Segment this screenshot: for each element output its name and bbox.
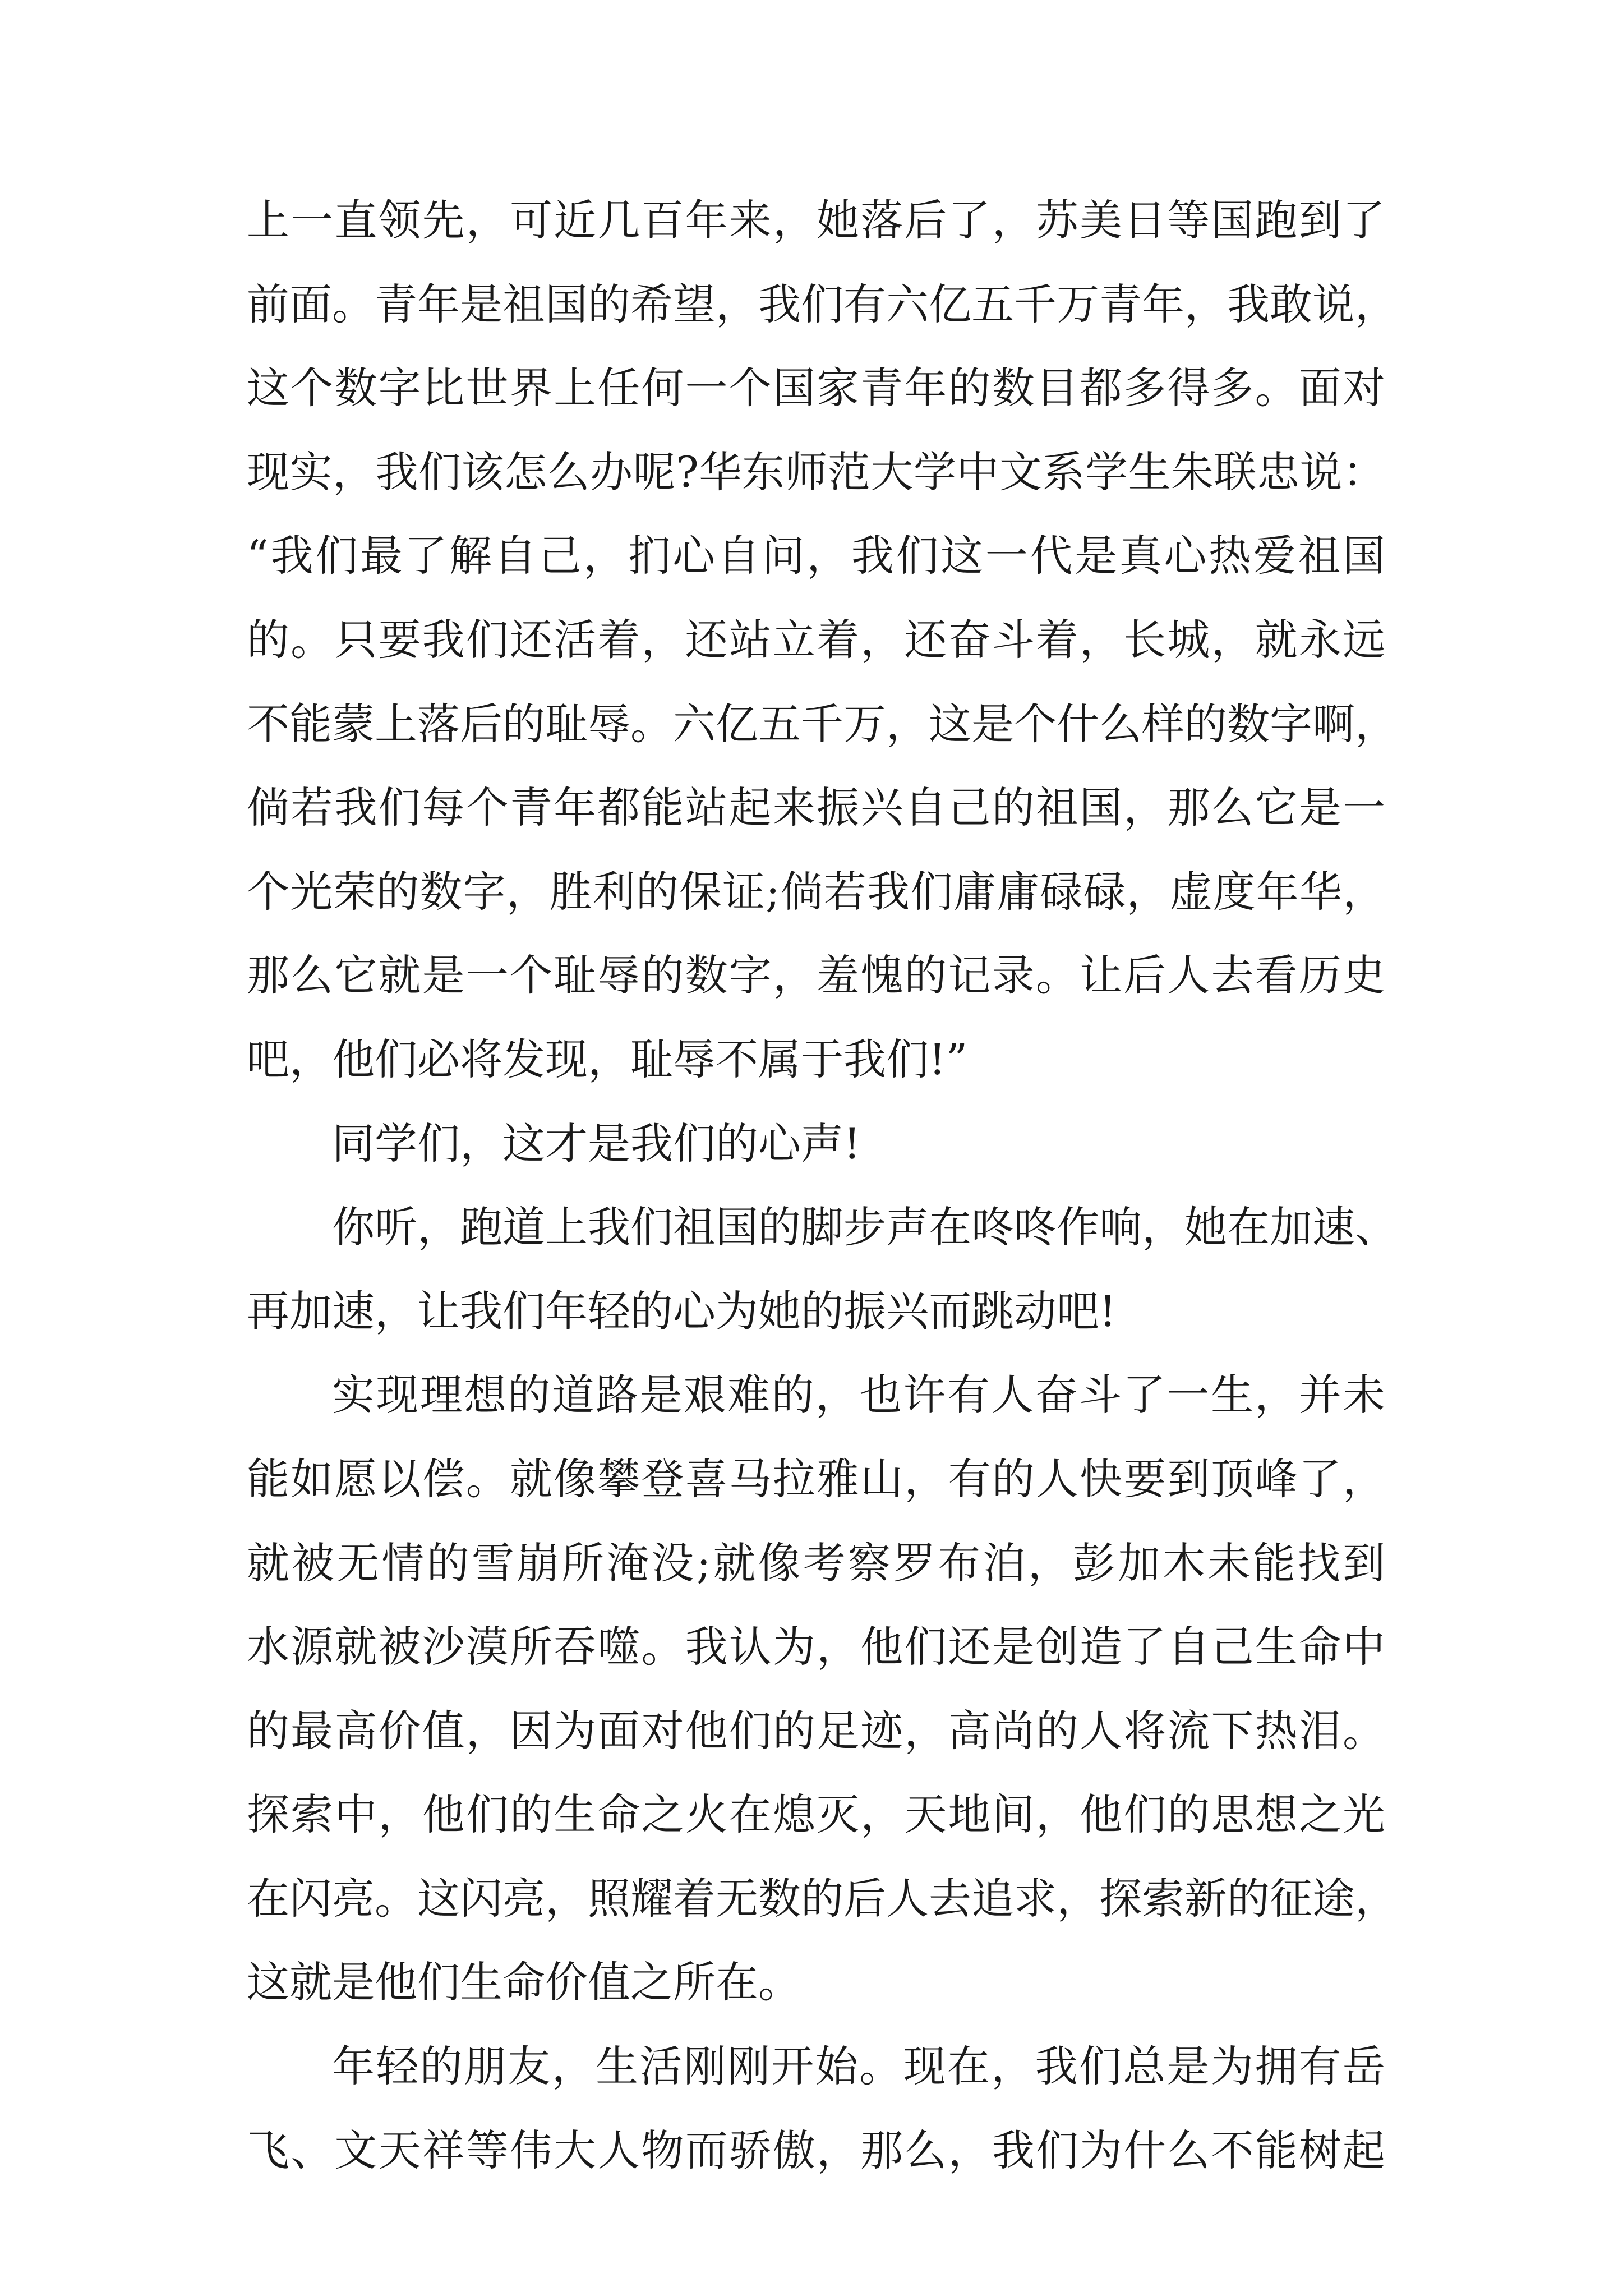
text-line: 水源就被沙漠所吞噬。我认为，他们还是创造了自己生命中 (247, 1622, 1385, 1672)
text-line: 实现理想的道路是艰难的，也许有人奋斗了一生，并未 (332, 1370, 1385, 1420)
text-line: 年轻的朋友，生活刚刚开始。现在，我们总是为拥有岳 (332, 2041, 1385, 2092)
text-line: 再加速，让我们年轻的心为她的振兴而跳动吧! (247, 1286, 1117, 1336)
text-line: 同学们，这才是我们的心声! (332, 1118, 861, 1168)
text-line: 能如愿以偿。就像攀登喜马拉雅山，有的人快要到顶峰了， (247, 1453, 1385, 1504)
text-line: 在闪亮。这闪亮，照耀着无数的后人去追求，探索新的征途， (247, 1873, 1398, 1924)
text-line: 就被无情的雪崩所淹没;就像考察罗布泊，彭加木未能找到 (247, 1538, 1385, 1588)
text-line: 不能蒙上落后的耻辱。六亿五千万，这是个什么样的数字啊， (247, 698, 1398, 749)
text-line: 个光荣的数字，胜利的保证;倘若我们庸庸碌碌，虚度年华， (247, 866, 1385, 917)
text-line: 倘若我们每个青年都能站起来振兴自己的祖国，那么它是一 (247, 783, 1385, 833)
text-line: 这个数字比世界上任何一个国家青年的数目都多得多。面对 (247, 363, 1385, 413)
text-line: 现实，我们该怎么办呢?华东师范大学中文系学生朱联忠说： (247, 447, 1385, 497)
text-line: 探索中，他们的生命之火在熄灭，天地间，他们的思想之光 (247, 1789, 1385, 1840)
text-line: 的最高价值，因为面对他们的足迹，高尚的人将流下热泪。 (247, 1705, 1385, 1756)
text-line: 这就是他们生命价值之所在。 (247, 1957, 801, 2008)
text-line: 你听，跑道上我们祖国的脚步声在咚咚作响，她在加速、 (332, 1202, 1398, 1253)
text-line: 上一直领先，可近几百年来，她落后了，苏美日等国跑到了 (247, 195, 1385, 245)
text-line: 飞、文天祥等伟大人物而骄傲，那么，我们为什么不能树起 (247, 2125, 1385, 2175)
text-line: 吧，他们必将发现，耻辱不属于我们!” (247, 1034, 968, 1084)
text-line: 前面。青年是祖国的希望，我们有六亿五千万青年，我敢说， (247, 279, 1398, 329)
text-line: 的。只要我们还活着，还站立着，还奋斗着，长城，就永远 (247, 614, 1385, 665)
text-line: 那么它就是一个耻辱的数字，羞愧的记录。让后人去看历史 (247, 950, 1385, 1001)
text-line: “我们最了解自己，扪心自问，我们这一代是真心热爱祖国 (247, 531, 1385, 581)
body-text (247, 178, 1398, 2192)
